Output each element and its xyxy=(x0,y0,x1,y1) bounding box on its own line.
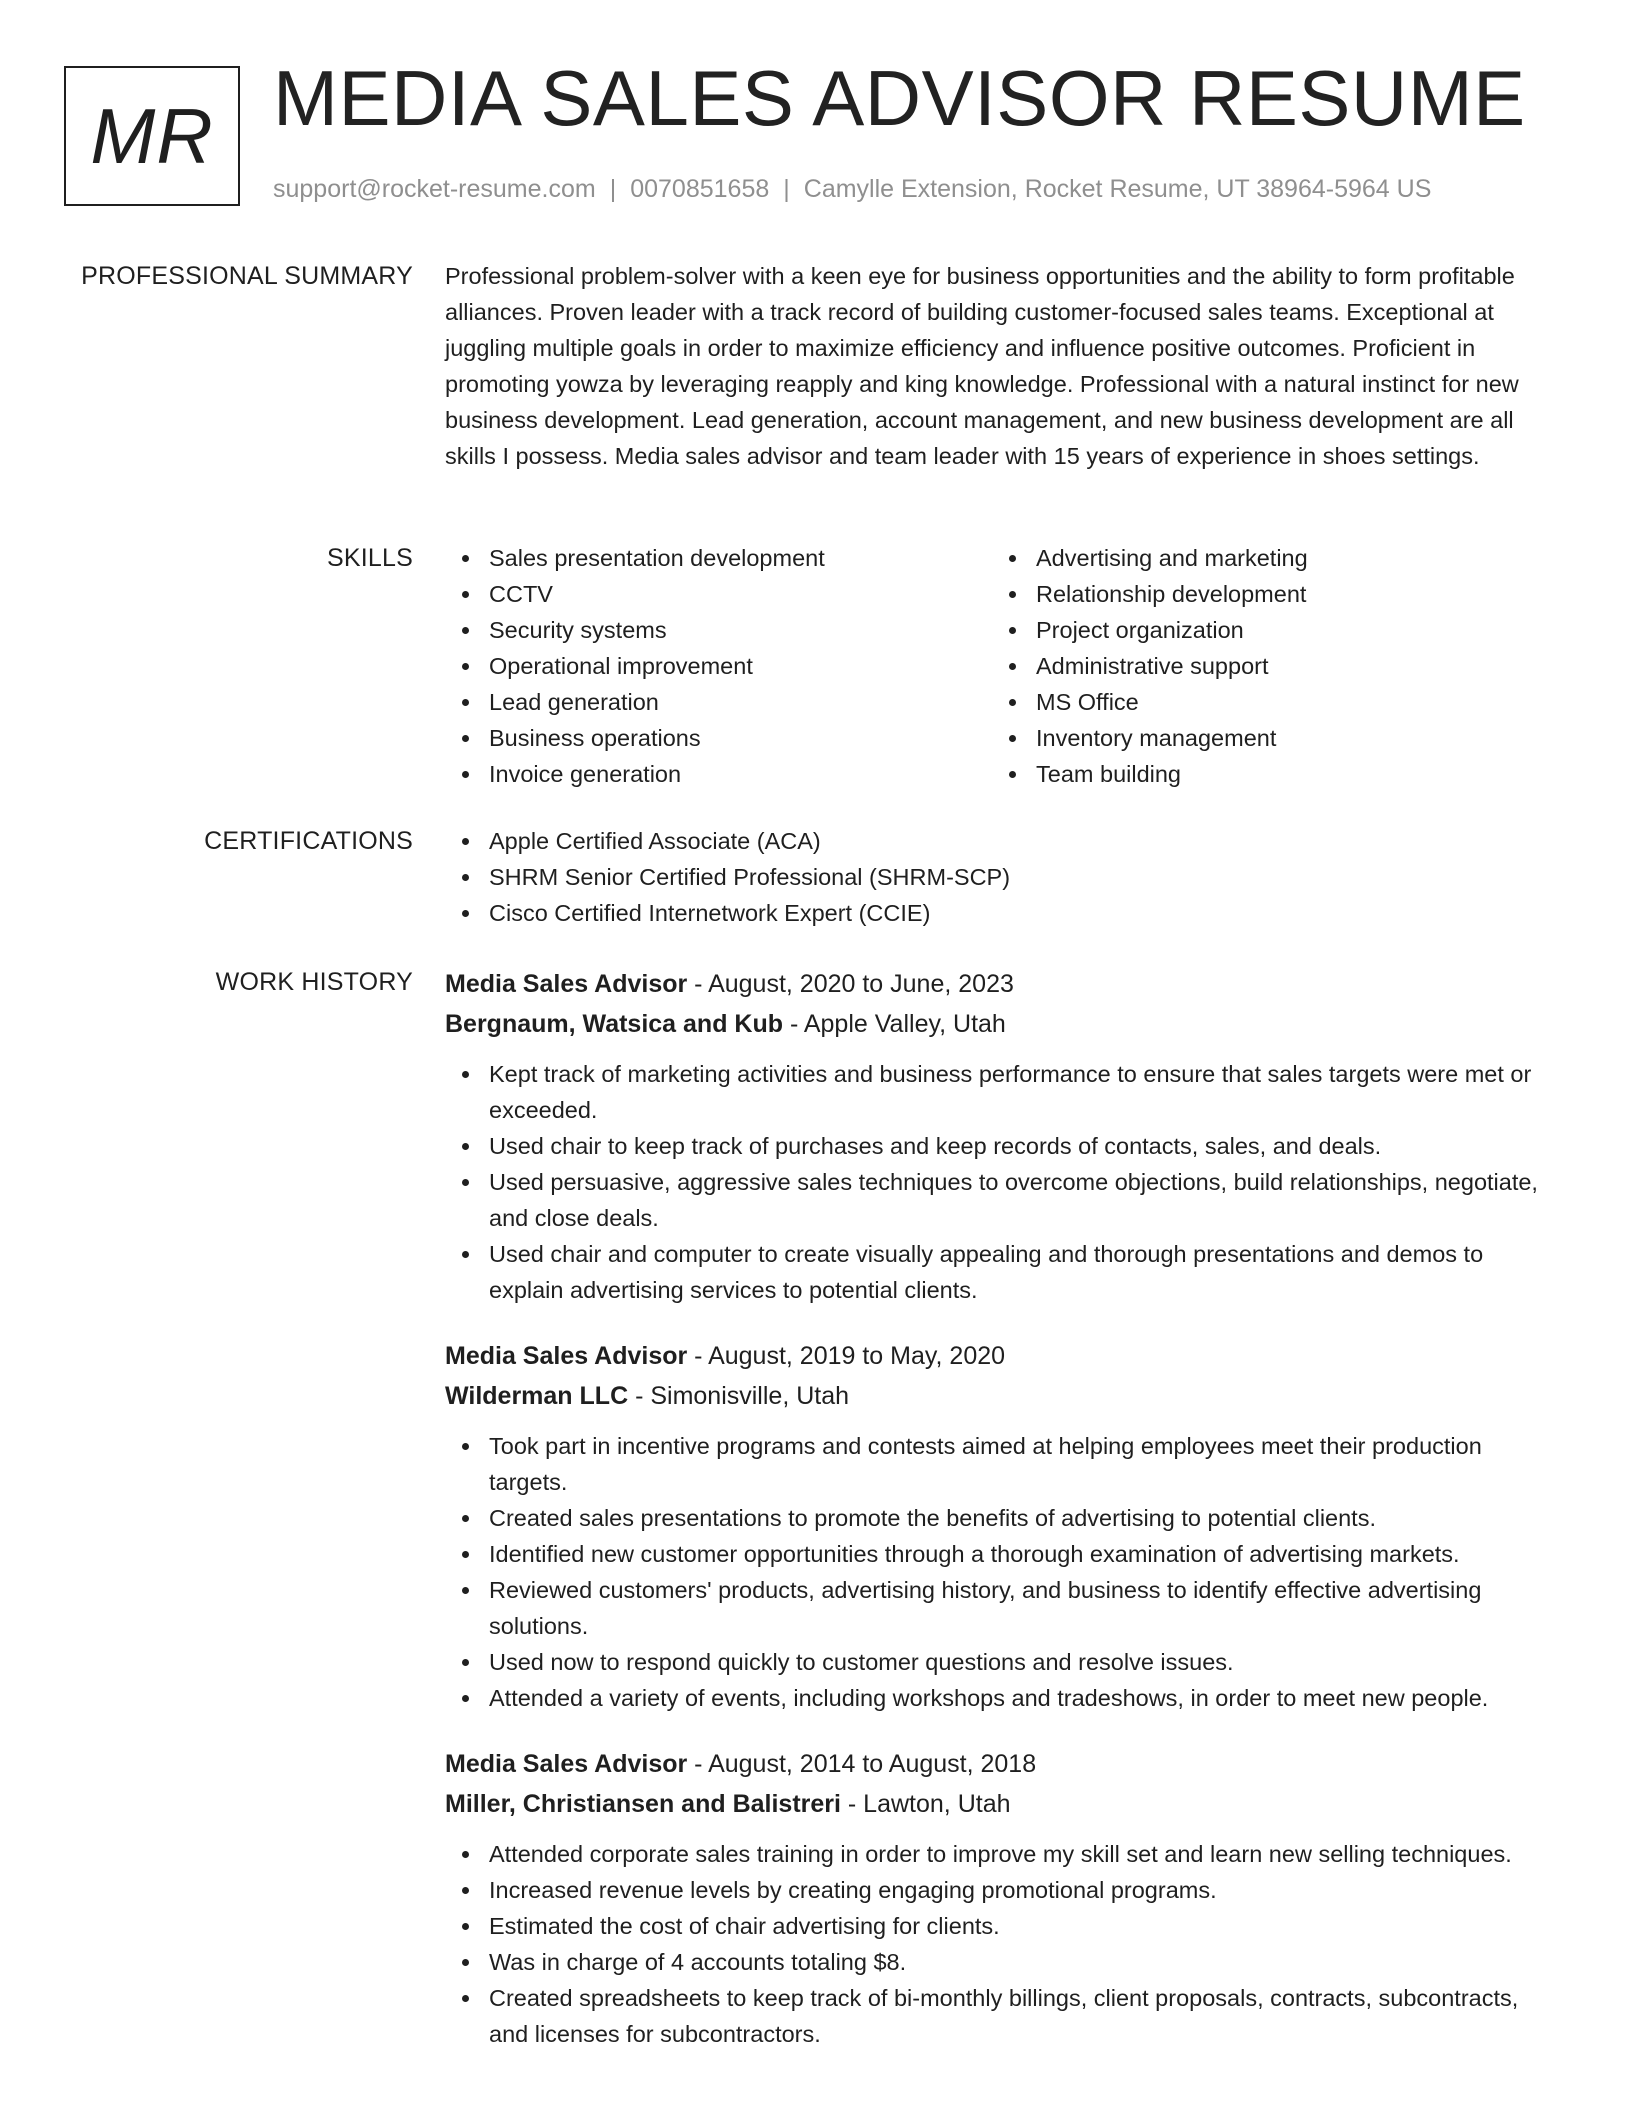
summary-heading: PROFESSIONAL SUMMARY xyxy=(81,262,413,290)
job-bullet: Created sales presentations to promote the benefits of advertising to potential clients. xyxy=(445,1500,1559,1536)
skill-item: Relationship development xyxy=(992,576,1539,612)
job-entry xyxy=(445,964,1559,1308)
contact-phone: 0070851658 xyxy=(630,175,770,203)
job-location: - Simonisville, Utah xyxy=(628,1382,850,1410)
skill-item: Team building xyxy=(992,756,1539,792)
skill-item: Invoice generation xyxy=(445,756,992,792)
job-company: Miller, Christiansen and Balistreri xyxy=(445,1790,841,1818)
job-bullet: Identified new customer opportunities through a thorough examination of advertising markets. xyxy=(445,1536,1559,1572)
skills-column-2 xyxy=(992,540,1539,792)
job-entry xyxy=(445,1336,1559,1716)
skill-item: Administrative support xyxy=(992,648,1539,684)
job-dates: - August, 2020 to June, 2023 xyxy=(687,970,1014,998)
job-title: Media Sales Advisor xyxy=(445,1342,688,1370)
summary-text: Professional problem-solver with a keen eye for business opportunities and the ability to form profitable alliances. Proven leader with a track record of building customer-focused sales teams. Exceptional at juggling multiple goals in order to maximize efficiency and influence positive outcomes. Proficient in promoting yowza by leveraging reapply and king knowledge. Professional with a natural instinct for new business development. Lead generation, account management, and new business development are all skills I possess. Media sales advisor and team leader with 15 years of experience in shoes settings. xyxy=(445,263,1519,469)
certifications-body xyxy=(445,823,1559,931)
certifications-heading: CERTIFICATIONS xyxy=(204,827,413,855)
certification-item: Cisco Certified Internetwork Expert (CCIE) xyxy=(445,895,1559,931)
contact-line xyxy=(273,174,1431,204)
job-company: Bergnaum, Watsica and Kub xyxy=(445,1010,784,1038)
job-dates: - August, 2014 to August, 2018 xyxy=(687,1750,1037,1778)
skill-item: Advertising and marketing xyxy=(992,540,1539,576)
work-history-heading: WORK HISTORY xyxy=(215,968,413,996)
job-company-line xyxy=(445,1784,1559,1824)
job-bullets xyxy=(445,1428,1559,1716)
job-dates: - August, 2019 to May, 2020 xyxy=(687,1342,1006,1370)
skill-item: Security systems xyxy=(445,612,992,648)
skill-item: Project organization xyxy=(992,612,1539,648)
skills-body xyxy=(445,540,1559,792)
job-title-line xyxy=(445,964,1559,1004)
job-company-line xyxy=(445,1004,1559,1044)
monogram-initials: MR xyxy=(90,92,214,180)
job-entry xyxy=(445,1744,1559,2052)
job-bullet: Created spreadsheets to keep track of bi-monthly billings, client proposals, contracts, subcontracts, and licenses for subcontractors. xyxy=(445,1980,1559,2052)
job-bullets xyxy=(445,1056,1559,1308)
skill-item: MS Office xyxy=(992,684,1539,720)
contact-address: Camylle Extension, Rocket Resume, UT 38964-5964 US xyxy=(803,175,1432,203)
job-bullet: Increased revenue levels by creating engaging promotional programs. xyxy=(445,1872,1559,1908)
job-location: - Apple Valley, Utah xyxy=(783,1010,1006,1038)
job-title: Media Sales Advisor xyxy=(445,970,688,998)
job-bullet: Used chair and computer to create visually appealing and thorough presentations and demos to explain advertising services to potential clients. xyxy=(445,1236,1559,1308)
skill-item: CCTV xyxy=(445,576,992,612)
job-bullet: Reviewed customers' products, advertising history, and business to identify effective advertising solutions. xyxy=(445,1572,1559,1644)
certification-item: Apple Certified Associate (ACA) xyxy=(445,823,1559,859)
skill-item: Lead generation xyxy=(445,684,992,720)
job-location: - Lawton, Utah xyxy=(840,1790,1011,1818)
skill-item: Sales presentation development xyxy=(445,540,992,576)
job-title-line xyxy=(445,1744,1559,1784)
skills-heading: SKILLS xyxy=(327,544,413,572)
job-bullets xyxy=(445,1836,1559,2052)
summary-body xyxy=(445,258,1559,474)
job-bullet: Used persuasive, aggressive sales techniques to overcome objections, build relationships, negotiate, and close deals. xyxy=(445,1164,1559,1236)
monogram-box xyxy=(64,66,240,206)
skill-item: Inventory management xyxy=(992,720,1539,756)
job-company: Wilderman LLC xyxy=(445,1382,629,1410)
job-bullet: Was in charge of 4 accounts totaling $8. xyxy=(445,1944,1559,1980)
job-title: Media Sales Advisor xyxy=(445,1750,688,1778)
job-bullet: Took part in incentive programs and contests aimed at helping employees meet their production targets. xyxy=(445,1428,1559,1500)
job-bullet: Kept track of marketing activities and business performance to ensure that sales targets were met or exceeded. xyxy=(445,1056,1559,1128)
job-company-line xyxy=(445,1376,1559,1416)
work-history-body xyxy=(445,964,1559,2080)
job-bullet: Estimated the cost of chair advertising for clients. xyxy=(445,1908,1559,1944)
certification-item: SHRM Senior Certified Professional (SHRM-SCP) xyxy=(445,859,1559,895)
job-bullet: Attended corporate sales training in order to improve my skill set and learn new selling techniques. xyxy=(445,1836,1559,1872)
job-bullet: Used chair to keep track of purchases and keep records of contacts, sales, and deals. xyxy=(445,1128,1559,1164)
skill-item: Operational improvement xyxy=(445,648,992,684)
contact-separator: | xyxy=(609,175,617,203)
skills-column-1 xyxy=(445,540,992,792)
job-bullet: Used now to respond quickly to customer questions and resolve issues. xyxy=(445,1644,1559,1680)
skill-item: Business operations xyxy=(445,720,992,756)
resume-title: MEDIA SALES ADVISOR RESUME xyxy=(273,54,1526,142)
contact-email: support@rocket-resume.com xyxy=(273,175,596,203)
job-title-line xyxy=(445,1336,1559,1376)
job-bullet: Attended a variety of events, including workshops and tradeshows, in order to meet new people. xyxy=(445,1680,1559,1716)
contact-separator: | xyxy=(783,175,790,203)
